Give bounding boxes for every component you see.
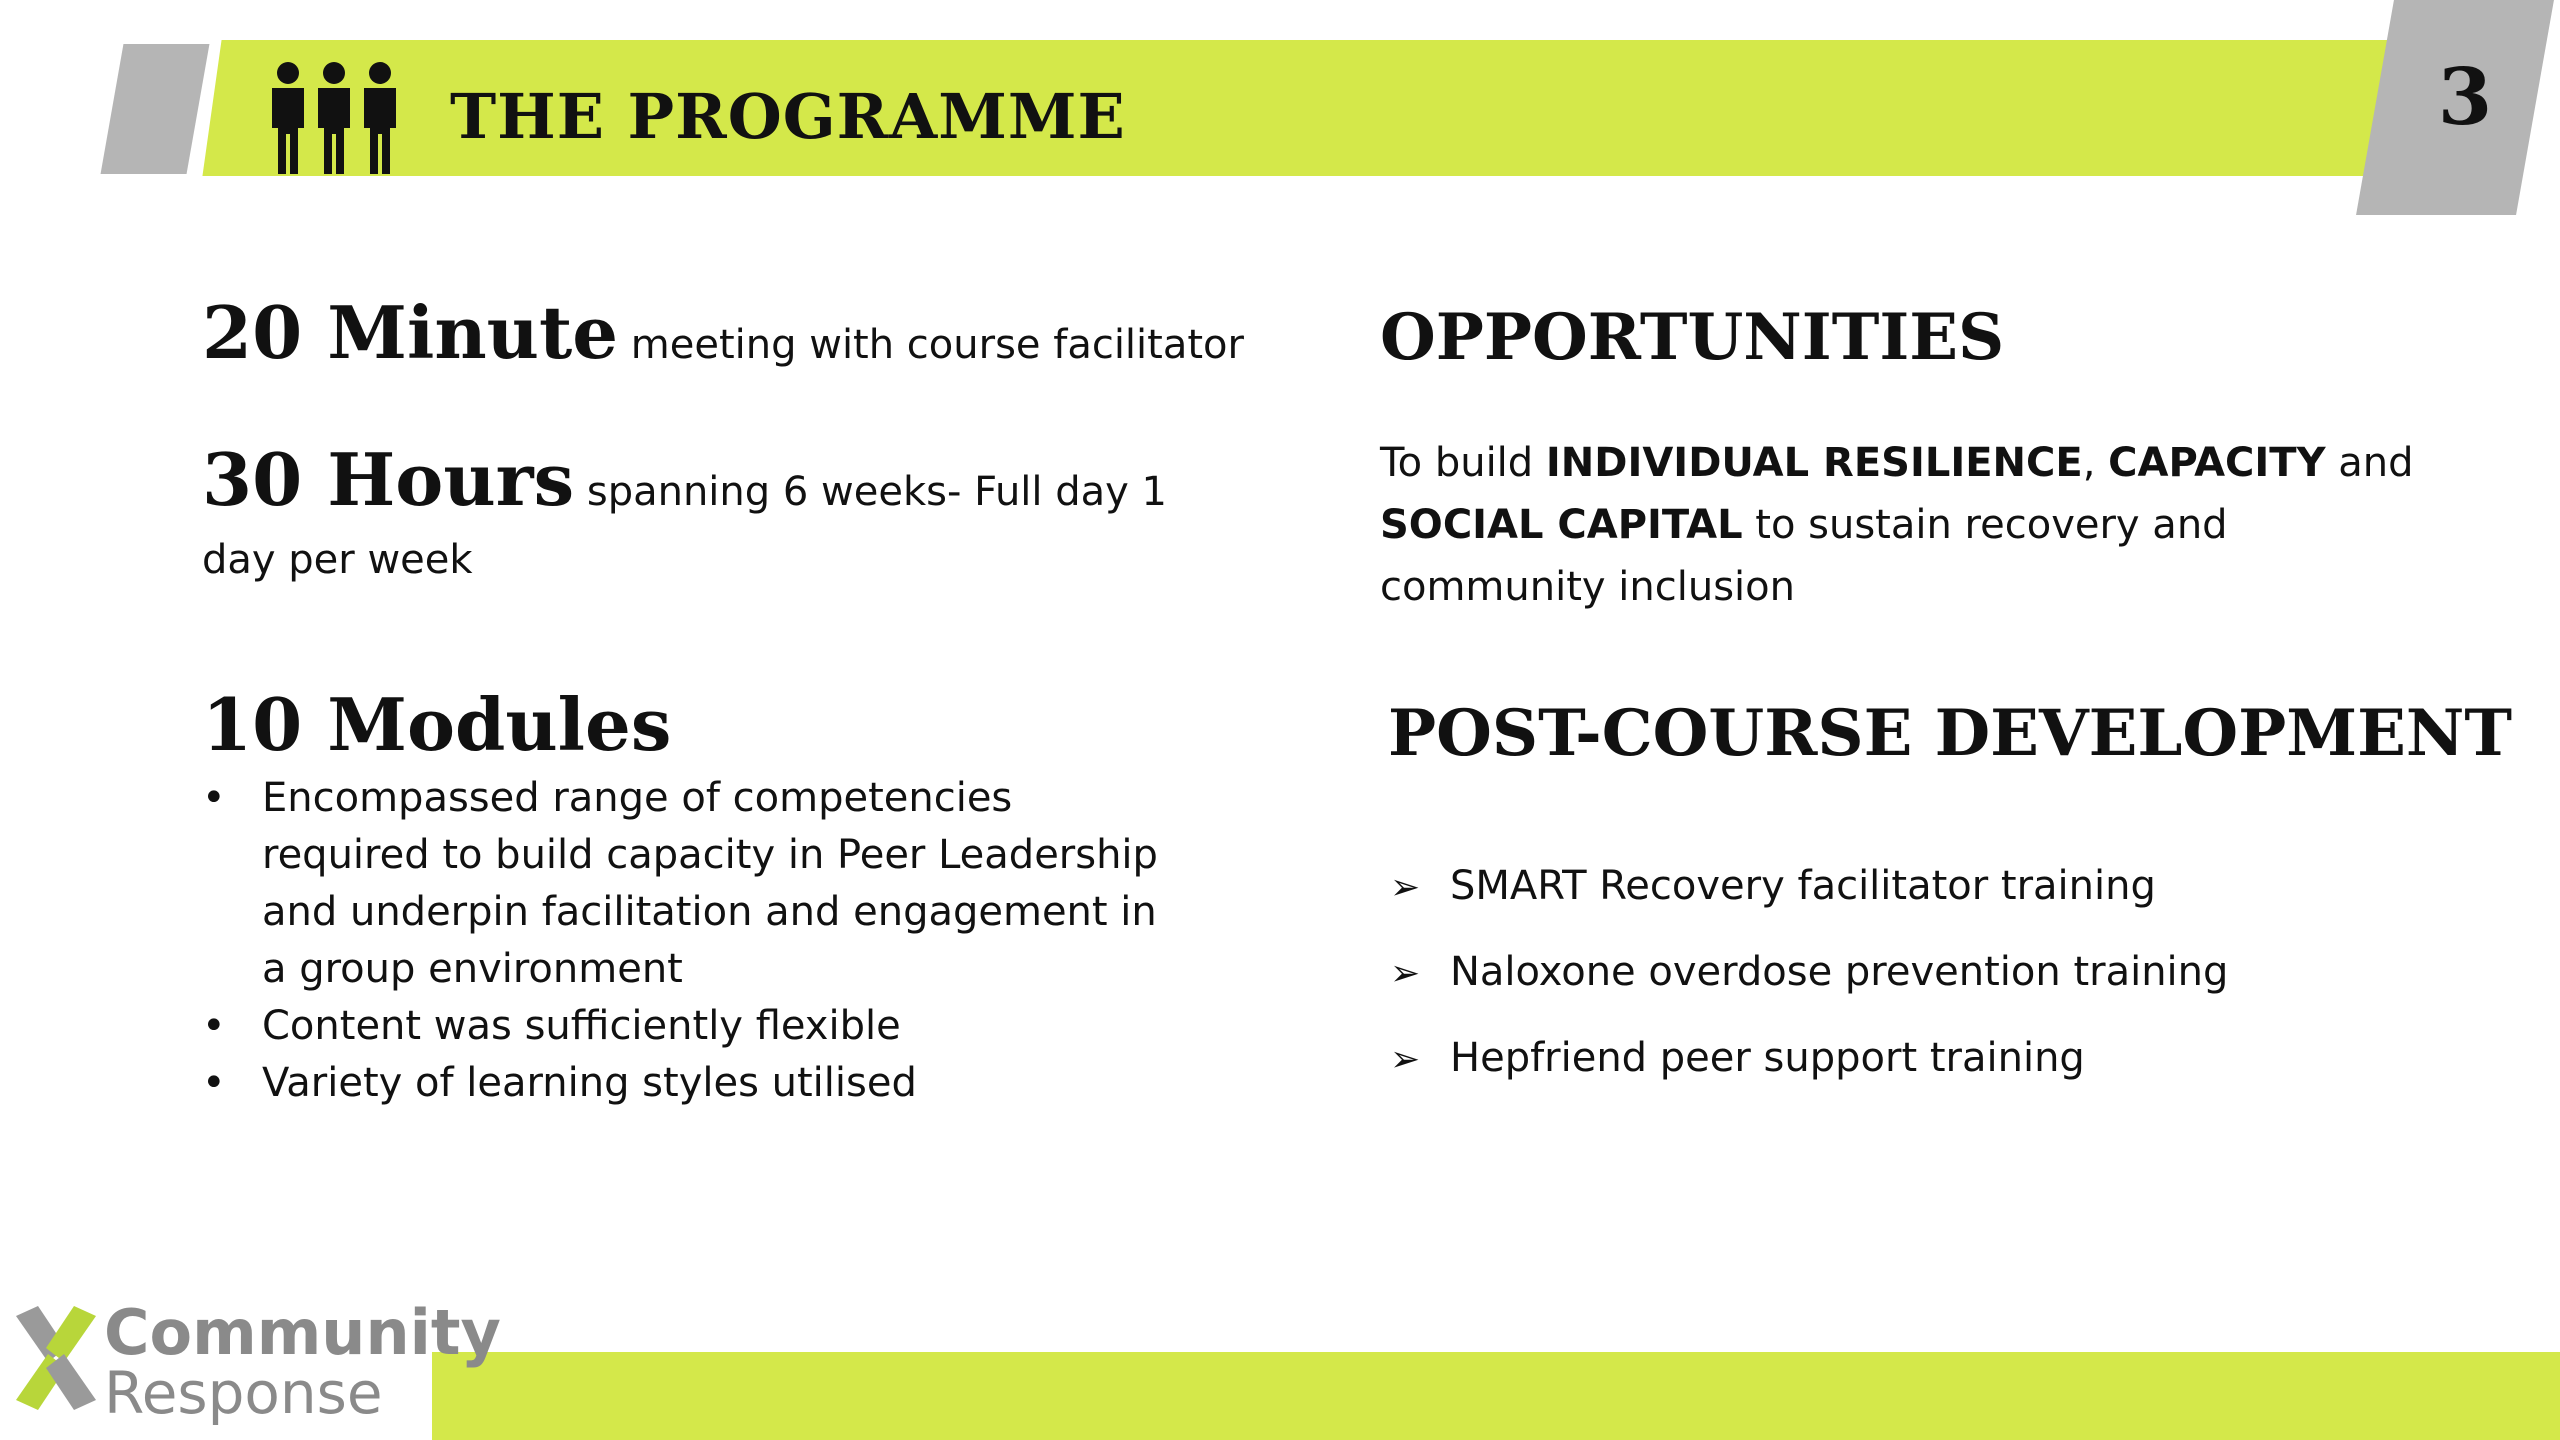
list-item: • Content was sufficiently flexible <box>202 998 1182 1055</box>
list-item: • Encompassed range of competencies required to build capacity in Peer Leadership and underpin facilitation and engagement in a group environment <box>202 770 1182 998</box>
footer-bar <box>432 1352 2560 1440</box>
cross-logo-icon <box>8 1302 104 1414</box>
highlight-social-capital: SOCIAL CAPITAL <box>1380 502 1743 548</box>
hours-line <box>202 437 1202 598</box>
highlight-individual-resilience: INDIVIDUAL RESILIENCE <box>1545 440 2083 486</box>
opportunities-title: OPPORTUNITIES <box>1380 300 2005 375</box>
text-segment: and <box>2325 440 2414 486</box>
list-item-label: Naloxone overdose prevention training <box>1450 949 2229 995</box>
meeting-description: meeting with course facilitator <box>618 322 1244 368</box>
post-course-list <box>1390 858 2228 1116</box>
text-segment: To build <box>1380 440 1546 486</box>
hours-duration: 30 Hours <box>202 437 575 522</box>
modules-title: 10 Modules <box>202 682 672 767</box>
page-number: 3 <box>2437 52 2493 143</box>
people-group-icon <box>266 60 402 176</box>
page-title: THE PROGRAMME <box>450 80 1126 153</box>
opportunities-text <box>1380 432 2440 618</box>
highlight-capacity: CAPACITY <box>2108 440 2326 486</box>
arrow-bullet-icon: ➢ <box>1390 1039 1421 1080</box>
list-item <box>1390 1030 2228 1116</box>
meeting-line <box>202 290 1244 375</box>
text-segment: to sustain recovery and community inclusion <box>1380 502 2228 610</box>
list-item-label: Hepfriend peer support training <box>1450 1035 2085 1081</box>
logo-text-response: Response <box>104 1359 383 1427</box>
modules-bullet-list <box>202 770 1182 1112</box>
logo-text-community: Community <box>104 1296 501 1369</box>
list-item-label: SMART Recovery facilitator training <box>1450 863 2156 909</box>
text-segment: , <box>2082 440 2109 486</box>
hours-description: spanning 6 weeks- Full day 1 day per week <box>202 469 1167 583</box>
header-left-tab <box>101 44 210 174</box>
meeting-duration: 20 Minute <box>202 290 619 375</box>
arrow-bullet-icon: ➢ <box>1390 953 1421 994</box>
list-item: • Variety of learning styles utilised <box>202 1055 1182 1112</box>
post-course-title: POST-COURSE DEVELOPMENT <box>1388 696 2512 771</box>
arrow-bullet-icon: ➢ <box>1390 867 1421 908</box>
list-item <box>1390 858 2228 944</box>
list-item <box>1390 944 2228 1030</box>
